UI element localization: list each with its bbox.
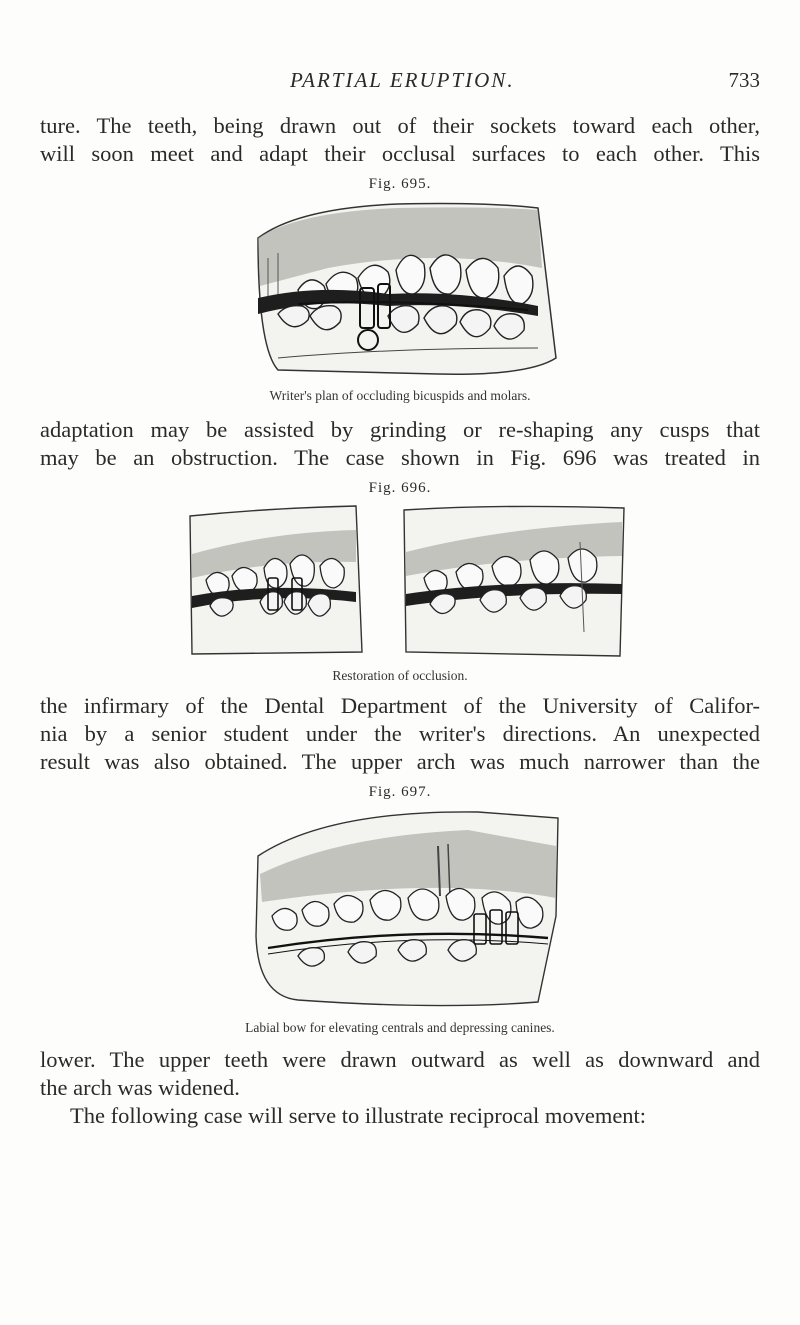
- figure-696-caption: Restoration of occlusion.: [332, 668, 468, 683]
- text-line: nia by a senior student under the writer's directions. An unexpected: [40, 721, 760, 746]
- text-line: the arch was widened.: [40, 1075, 240, 1100]
- figure-697-label: Fig. 697.: [368, 784, 432, 800]
- paragraph-4: [40, 1046, 760, 1130]
- text-line: lower. The upper teeth were drawn outward as well as downward and: [40, 1047, 760, 1072]
- text-line: may be an obstruction. The case shown in Fig. 696 was treated in: [40, 445, 760, 470]
- figure-696-label: Fig. 696.: [368, 480, 432, 496]
- figure-696-illustration: [180, 502, 630, 664]
- text-line: result was also obtained. The upper arch was much narrower than the: [40, 749, 760, 774]
- paragraph-3: [40, 692, 760, 776]
- text-line: The following case will serve to illustrate reciprocal movement:: [70, 1103, 647, 1128]
- running-head: PARTIAL ERUPTION.: [290, 68, 515, 92]
- paragraph-1: [40, 112, 760, 168]
- paragraph-2: [40, 416, 760, 472]
- page-number: 733: [728, 68, 760, 92]
- figure-697-illustration: [238, 806, 568, 1016]
- figure-695-illustration: [238, 198, 564, 380]
- text-line: adaptation may be assisted by grinding or re-shaping any cusps that: [40, 417, 760, 442]
- text-line: will soon meet and adapt their occlusal surfaces to each other. This: [40, 141, 760, 166]
- text-line: the infirmary of the Dental Department of the University of Califor-: [40, 693, 760, 718]
- figure-697-caption: Labial bow for elevating centrals and depressing canines.: [245, 1020, 555, 1035]
- text-line: ture. The teeth, being drawn out of their sockets toward each other,: [40, 113, 760, 138]
- page-header: [0, 68, 800, 98]
- figure-695-label: Fig. 695.: [368, 176, 432, 192]
- figure-695-caption: Writer's plan of occluding bicuspids and molars.: [269, 388, 531, 403]
